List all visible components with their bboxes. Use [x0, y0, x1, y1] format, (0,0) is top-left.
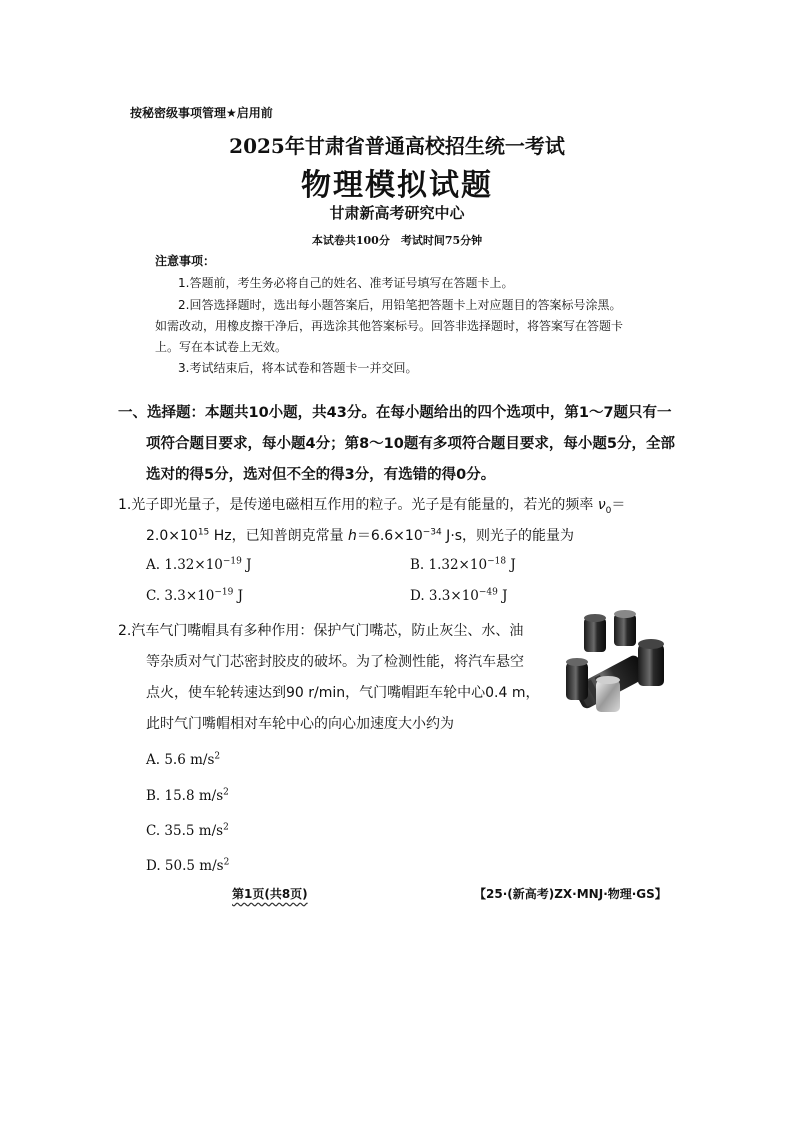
exam-info: 本试卷共100分 考试时间75分钟: [311, 234, 483, 247]
notice-item-1: 1.答题前，考生务必将自己的姓名、准考证号填写在答题卡上。: [178, 276, 514, 290]
valve-cap-front-right: [638, 639, 664, 686]
notice-item-3: 3.考试结束后，将本试卷和答题卡一并交回。: [178, 361, 418, 375]
section-heading-line-2: 项符合题目要求，每小题4分；第8～10题有多项符合题目要求，每小题5分，全部: [146, 436, 675, 452]
q2-option-c: C. 35.5 $m/s^2$: [146, 822, 229, 839]
organization: 甘肃新高考研究中心: [329, 204, 465, 222]
valve-caps-photo: [556, 610, 674, 722]
subject-title: 物理模拟试题: [301, 168, 493, 203]
q2-option-a: A. 5.6 $m/s^2$: [146, 751, 221, 768]
valve-cap-silver: [596, 676, 620, 712]
question-2-line-1: 2.汽车气门嘴帽具有多种作用：保护气门嘴芯，防止灰尘、水、油: [118, 623, 524, 639]
question-1-line-2: $2.0\times 10^{15}$ Hz，已知普朗克常量 $h=6.6\times 10^{-34}$ J·s，则光子的能量为: [146, 527, 575, 544]
question-2-line-4: 此时气门嘴帽相对车轮中心的向心加速度大小约为: [146, 716, 454, 732]
q1-option-c: C. $3.3\times 10^{-19}$ J: [146, 587, 244, 604]
question-2-line-2: 等杂质对气门芯密封胶皮的破坏。为了检测性能，将汽车悬空: [146, 654, 524, 670]
question-1-line-1: 1.光子即光量子，是传递电磁相互作用的粒子。光子是有能量的，若光的频率 $\nu_0=$: [118, 497, 626, 516]
secret-mark: 按秘密级事项管理★启用前: [130, 106, 273, 120]
paper-code: 【25·(新高考)ZX·MNJ·物理·GS】: [474, 887, 667, 901]
exam-title: 2025年甘肃省普通高校招生统一考试: [229, 134, 565, 158]
q1-option-b: B. $1.32\times 10^{-18}$ J: [410, 556, 516, 573]
section-heading-line-3: 选对的得5分，选对但不全的得3分，有选错的得0分。: [146, 467, 496, 483]
q2-option-d: D. 50.5 $m/s^2$: [146, 857, 230, 874]
valve-cap-back-left: [584, 614, 606, 652]
question-2-line-3: 点火，使车轮转速达到90 r/min，气门嘴帽距车轮中心0.4 m，: [146, 685, 540, 701]
page-number: 第1页(共8页): [232, 887, 308, 901]
notice-item-2-line-1: 2.回答选择题时，选出每小题答案后，用铅笔把答题卡上对应题目的答案标号涂黑。: [178, 298, 622, 312]
notice-item-2-line-3: 上。写在本试卷上无效。: [155, 340, 288, 354]
notice-heading: 注意事项：: [155, 254, 216, 268]
q1-option-d: D. $3.3\times 10^{-49}$ J: [410, 587, 508, 604]
q2-option-b: B. 15.8 $m/s^2$: [146, 787, 229, 804]
notice-item-2-line-2: 如需改动，用橡皮擦干净后，再选涂其他答案标号。回答非选择题时，将答案写在答题卡: [155, 319, 624, 333]
valve-cap-front-left: [566, 658, 588, 700]
section-heading-line-1: 一、选择题：本题共10小题，共43分。在每小题给出的四个选项中，第1～7题只有一: [118, 405, 672, 421]
q1-option-a: A. $1.32\times 10^{-19}$ J: [146, 556, 252, 573]
valve-cap-back-right: [614, 610, 636, 646]
